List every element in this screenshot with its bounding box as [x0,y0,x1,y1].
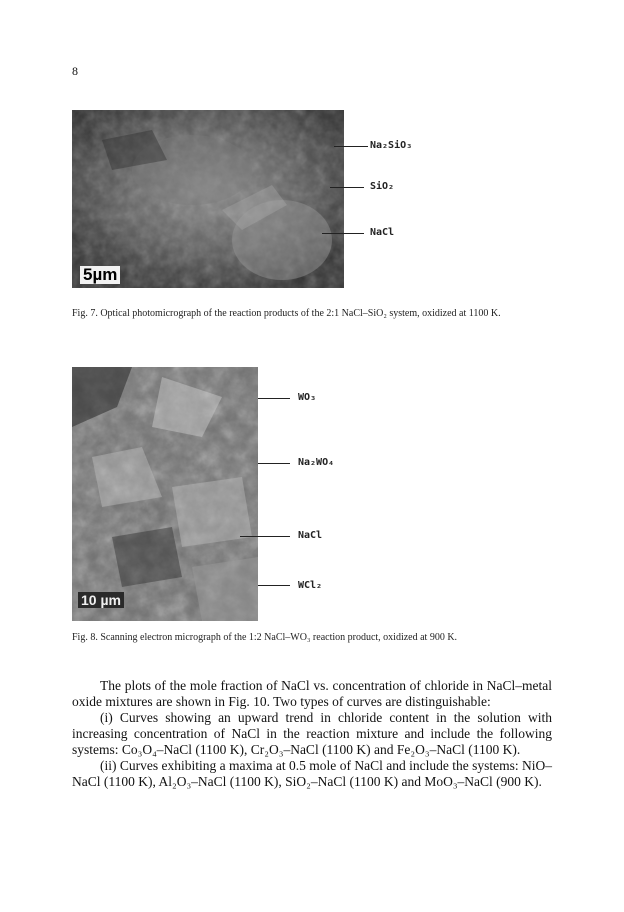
fig7-leader-2 [330,187,364,188]
fig8-caption: Fig. 8. Scanning electron micrograph of the 1:2 NaCl–WO₃ reaction product, oxidized at 900 K. [72,632,458,643]
fig8-leader-1 [258,398,290,399]
fig7-leader-3 [322,233,364,234]
fig7-caption: Fig. 7. Optical photomicrograph of the reaction products of the 2:1 NaCl–SiO₂ system, oxidized at 1100 K. [72,308,501,319]
fig7-scale-bar: 5µm [80,266,120,284]
fig7-label-sio2: SiO₂ [370,181,395,192]
fig8-label-wo3: WO₃ [298,392,317,403]
fig8-label-wcl2: WCl₂ [298,580,323,591]
fig8-scale-bar: 10 µm [78,592,124,608]
fig8-sem-micrograph [72,367,258,621]
fig8-leader-2 [258,463,290,464]
fig7-photomicrograph [72,110,344,288]
fig7-label-nacl: NaCl [370,227,395,238]
fig8-label-na2wo4: Na₂WO₄ [298,457,335,468]
fig8-leader-4 [258,585,290,586]
fig7-label-na2sio3: Na₂SiO₃ [370,140,413,151]
page-number: 8 [72,64,78,78]
body-text [72,678,552,790]
paragraph-case-ii: (ii) Curves exhibiting a maxima at 0.5 mole of NaCl and include the systems: NiO–NaCl (1100 K), Al₂O₃–NaCl (1100 K), SiO₂–NaCl (1100 K) and MoO₃–NaCl (900 K). [72,758,552,789]
paragraph-case-i: (i) Curves showing an upward trend in chloride content in the solution with increasing concentration of NaCl in the reaction mixture and include the following systems: Co₃O₄–NaCl (1100 K), Cr₂O₃–NaCl (1100 K) and Fe₂O₃–NaCl (1100 K). [72,710,552,757]
paragraph-intro: The plots of the mole fraction of NaCl vs. concentration of chloride in NaCl–metal oxide mixtures are shown in Fig. 10. Two types of curves are distinguishable: [72,678,552,709]
fig7-leader-1 [334,146,368,147]
fig8-label-nacl: NaCl [298,530,323,541]
fig8-leader-3 [240,536,290,537]
